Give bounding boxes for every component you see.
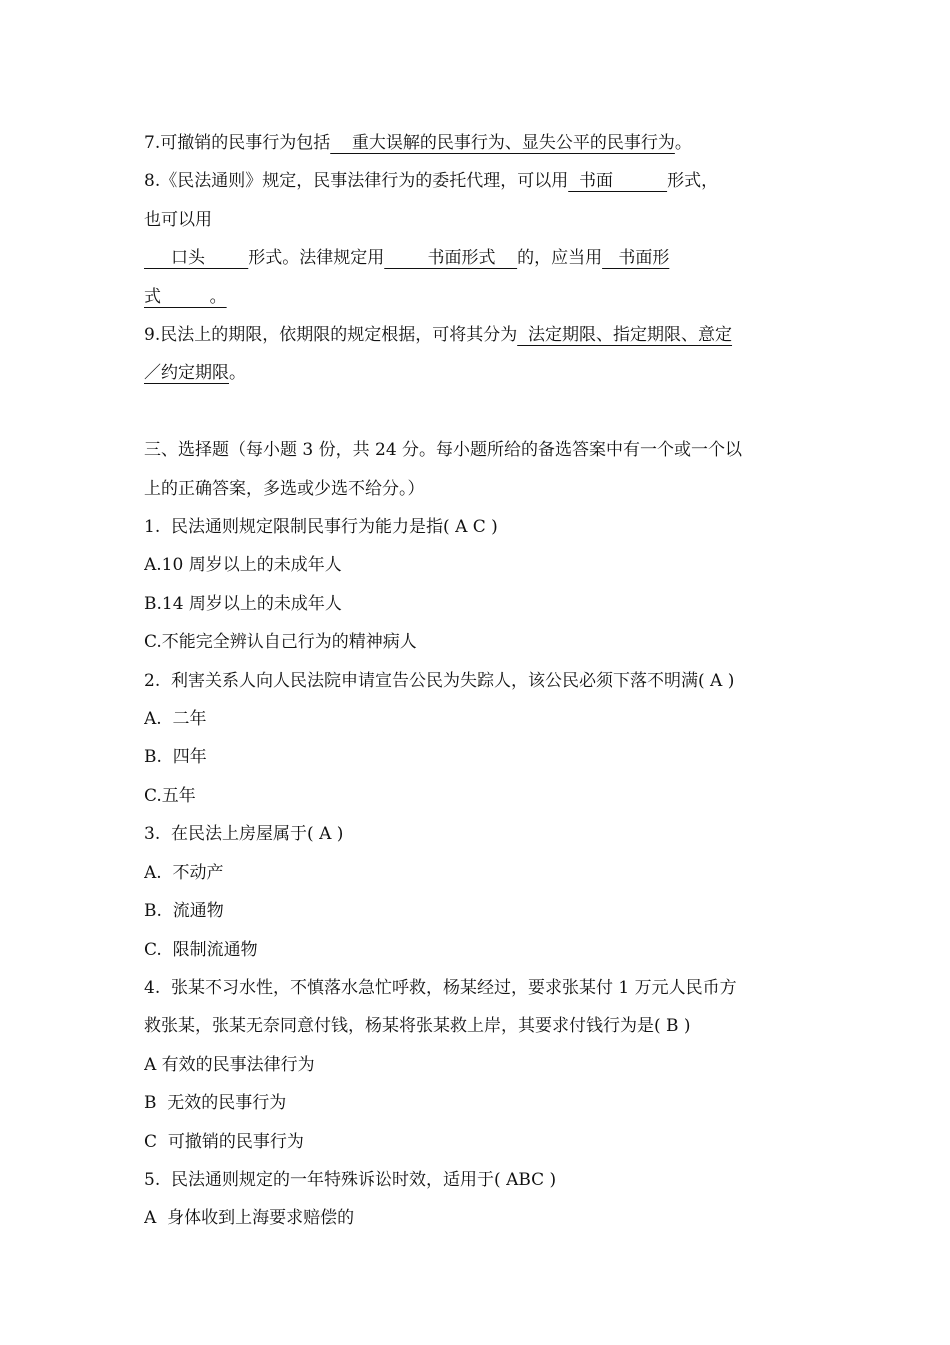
question-2-stem: 2. 利害关系人向人民法院申请宣告公民为失踪人，该公民必须下落不明满( A ) <box>144 670 735 691</box>
q8-mid-1: 形式。法律规定用 <box>248 248 385 269</box>
fill-in-q8-line3 <box>144 239 808 277</box>
question-3-stem: 3. 在民法上房屋属于( A ) <box>144 824 344 845</box>
document-page <box>144 124 808 1238</box>
q8-mid-2: 的，应当用 <box>517 248 603 269</box>
question-4-stem-line2: 救张某，张某无奈同意付钱，杨某将张某救上岸，其要求付钱行为是( B ) <box>144 1016 691 1037</box>
question-4-option-b: B 无效的民事行为 <box>144 1093 287 1114</box>
q8-suffix-1: 形式， <box>667 171 719 192</box>
q9-prefix: 9.民法上的期限，依期限的规定根据，可将其分为 <box>144 325 518 346</box>
question-3-option-b: B. 流通物 <box>144 901 224 922</box>
q8-answer-3: 书面形式 <box>384 248 518 269</box>
question-2-option-a: A. 二年 <box>144 709 207 730</box>
fill-in-q8-line1 <box>144 162 808 200</box>
q8-line2-text: 也可以用 <box>144 209 212 230</box>
fill-in-q8-line4 <box>144 278 808 316</box>
q9-answer-cont: ／约定期限 <box>144 363 229 384</box>
question-1-option-a: A.10 周岁以上的未成年人 <box>144 555 342 576</box>
fill-in-q7 <box>144 124 808 162</box>
q8-answer-4-cont: 式 。 <box>144 286 227 307</box>
q9-answer: 法定期限、指定期限、意定 <box>517 325 733 346</box>
question-1-option-b: B.14 周岁以上的未成年人 <box>144 593 342 614</box>
question-5-option-a: A 身体收到上海要求赔偿的 <box>144 1208 355 1229</box>
q8-answer-4: 书面形 <box>602 248 670 269</box>
spacer <box>144 393 808 431</box>
question-4-option-a: A 有效的民事法律行为 <box>144 1054 315 1075</box>
q8-prefix: 8.《民法通则》规定，民事法律行为的委托代理，可以用 <box>144 171 569 192</box>
fill-in-q9-line2 <box>144 354 808 392</box>
q7-suffix: 。 <box>674 133 692 153</box>
question-4-option-c: C 可撤销的民事行为 <box>144 1131 304 1152</box>
section3-heading-line2 <box>144 470 808 508</box>
fill-in-q9-line1 <box>144 316 808 354</box>
question-2-option-c: C.五年 <box>144 785 196 806</box>
question-3-option-a: A. 不动产 <box>144 862 224 883</box>
section3-heading-line1 <box>144 431 808 469</box>
question-5-stem: 5. 民法通则规定的一年特殊诉讼时效，适用于( ABC ) <box>144 1169 557 1190</box>
question-3-option-c: C. 限制流通物 <box>144 939 258 960</box>
question-1-option-c: C.不能完全辨认自己行为的精神病人 <box>144 632 417 653</box>
q7-prefix: 7.可撤销的民事行为包括 <box>144 133 331 153</box>
question-1-stem: 1. 民法通则规定限制民事行为能力是指( A C ) <box>144 517 498 538</box>
question-2-option-b: B. 四年 <box>144 747 207 768</box>
section3-heading-2: 上的正确答案，多选或少选不给分。） <box>144 478 425 499</box>
q7-answer: 重大误解的民事行为、显失公平的民事行为 <box>330 133 675 153</box>
fill-in-q8-line2 <box>144 201 808 239</box>
q9-suffix: 。 <box>229 363 246 384</box>
question-4-stem-line1: 4. 张某不习水性，不慎落水急忙呼救，杨某经过，要求张某付 1 万元人民币方 <box>144 977 737 998</box>
q8-answer-2: 口头 <box>144 248 249 269</box>
section3-heading-1: 三、选择题（每小题 3 份，共 24 分。每小题所给的备选答案中有一个或一个以 <box>144 440 743 461</box>
q8-answer-1: 书面 <box>568 171 668 192</box>
